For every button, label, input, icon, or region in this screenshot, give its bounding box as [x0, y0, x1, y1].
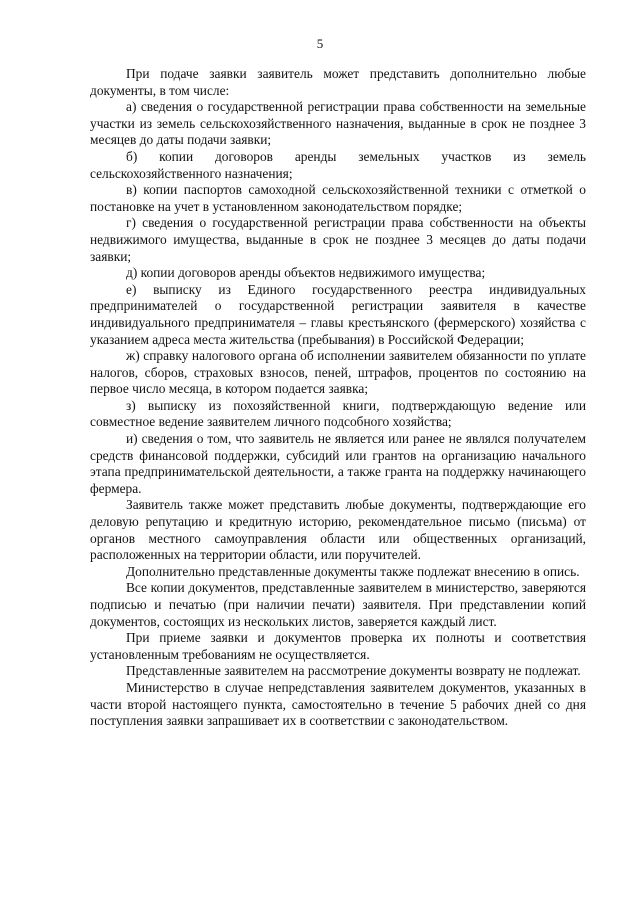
paragraph-inventory: Дополнительно представленные документы также подлежат внесению в опись. — [126, 563, 580, 579]
paragraph-additional-documents: Заявитель также может представить любые документы, подтверждающие его деловую репутацию и кредитную историю, рекомендательное письмо (письма) от органов местного самоуправления области или общественных организаций, расположенных на территории области, или поручителей. — [90, 497, 586, 563]
paragraph-no-return: Представленные заявителем на рассмотрение документы возврату не подлежат. — [126, 663, 581, 679]
list-item-e: е) выписку из Единого государственного реестра индивидуальных предпринимателей о государственной регистрации заявителя в качестве индивидуального предпринимателя – главы крестьянского (фермерского) хозяйства с указанием адреса места жительства (пребывания) в Российской Федерации; — [90, 281, 586, 347]
document-body — [90, 66, 586, 730]
paragraph-no-verification: При приеме заявки и документов проверка их полноты и соответствия установленным требованиям не осуществляется. — [90, 630, 586, 662]
paragraph-intro: При подаче заявки заявитель может представить дополнительно любые документы, в том числе: — [90, 66, 586, 98]
list-item-g: г) сведения о государственной регистрации права собственности на объекты недвижимого имущества, выданные в срок не позднее 3 месяцев до даты подачи заявки; — [90, 215, 586, 264]
list-item-d: д) копии договоров аренды объектов недвижимого имущества; — [126, 265, 486, 281]
list-item-v: в) копии паспортов самоходной сельскохозяйственной техники с отметкой о постановке на учет в установленном законодательством порядке; — [90, 182, 586, 214]
list-item-zh: ж) справку налогового органа об исполнении заявителем обязанности по уплате налогов, сборов, страховых взносов, пеней, штрафов, процентов по состоянию на первое число месяца, в котором подается заявка; — [90, 348, 586, 397]
paragraph-ministry-request: Министерство в случае непредставления заявителем документов, указанных в части второй настоящего пункта, самостоятельно в течение 5 рабочих дней со дня поступления заявки запрашивает их в соответствии с законодательством. — [90, 679, 586, 729]
list-item-b: б) копии договоров аренды земельных участков из земель сельскохозяйственного назначения; — [90, 148, 586, 181]
list-item-a: а) сведения о государственной регистрации права собственности на земельные участки из земель сельскохозяйственного назначения, выданные в срок не позднее 3 месяцев до даты подачи заявки; — [90, 99, 586, 148]
paragraph-copies-certification: Все копии документов, представленные заявителем в министерство, заверяются подписью и печатью (при наличии печати) заявителя. При представлении копий документов, состоящих из нескольких листов, заверяется каждый лист. — [90, 580, 586, 629]
page-number: 5 — [316, 36, 324, 51]
list-item-z: з) выписку из похозяйственной книги, подтверждающую ведение или совместное ведение заявителем личного подсобного хозяйства; — [90, 397, 586, 430]
list-item-i: и) сведения о том, что заявитель не является или ранее не являлся получателем средств финансовой поддержки, субсидий или грантов на организацию начального этапа предпринимательской деятельности, а также гранта на поддержку начинающего фермера. — [90, 431, 586, 496]
